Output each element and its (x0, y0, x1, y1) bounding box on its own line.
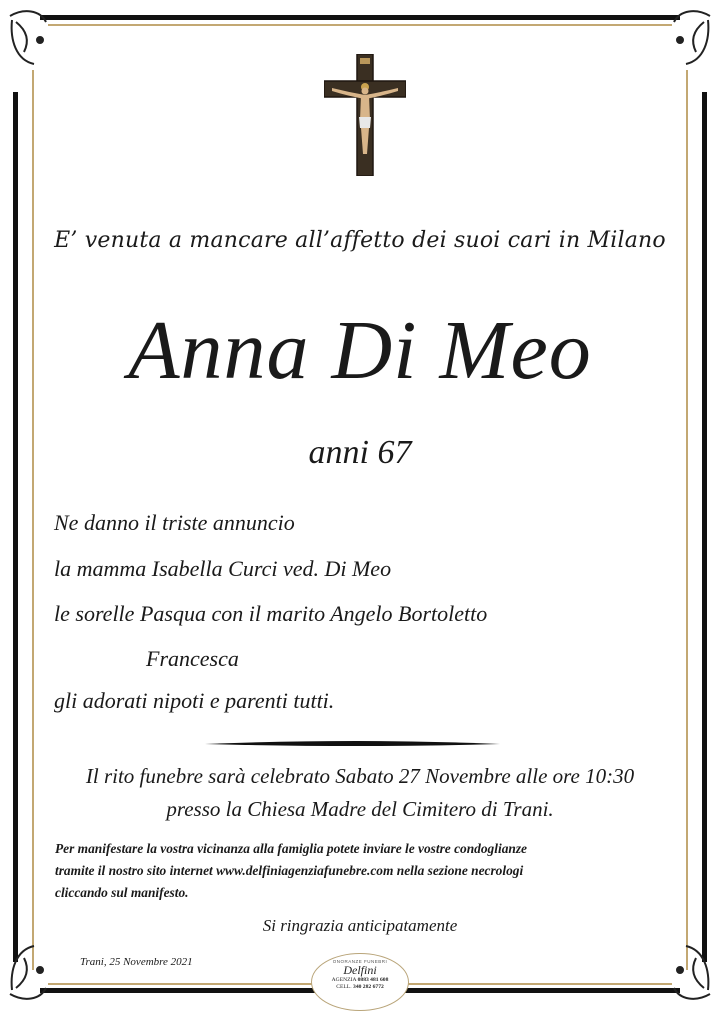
deceased-name: Anna Di Meo (128, 304, 592, 397)
condolences-note (55, 838, 675, 904)
agency-mobile: CELL. 340 282 6772 (336, 983, 384, 990)
crucifix-icon (324, 54, 406, 176)
mourner-line: Francesca (146, 646, 239, 671)
ceremony-line: presso la Chiesa Madre del Cimitero di Trani. (166, 797, 554, 821)
intro-text: E’ venuta a mancare all’affetto dei suoi cari in Milano (54, 228, 666, 253)
ceremony-line: Il rito funebre sarà celebrato Sabato 27 Novembre alle ore 10:30 (85, 764, 635, 788)
thanks-text: Si ringrazia anticipatamente (262, 916, 458, 935)
deceased-age: anni 67 (308, 434, 412, 471)
mourner-line: la mamma Isabella Curci ved. Di Meo (54, 556, 392, 581)
notice-date: Trani, 25 Novembre 2021 (80, 956, 193, 968)
mourner-line: le sorelle Pasqua con il marito Angelo Bortoletto (54, 601, 488, 626)
condolences-line: cliccando sul manifesto. (55, 885, 189, 900)
agency-logo (311, 953, 409, 1011)
mourner-line: Ne danno il triste annuncio (54, 510, 295, 535)
agency-phone: AGENZIA 0883 481 608 (331, 977, 389, 983)
condolences-line: tramite il nostro sito internet www.delfiniagenziafunebre.com nella sezione necrologi (55, 863, 524, 878)
divider-line (205, 741, 500, 746)
mourner-line: gli adorati nipoti e parenti tutti. (54, 688, 335, 713)
agency-logo-brand: Delfini (343, 963, 377, 977)
agency-logo-subtitle: ONORANZE FUNEBRI (332, 959, 388, 964)
condolences-line: Per manifestare la vostra vicinanza alla famiglia potete inviare le vostre condoglianze (55, 841, 527, 856)
